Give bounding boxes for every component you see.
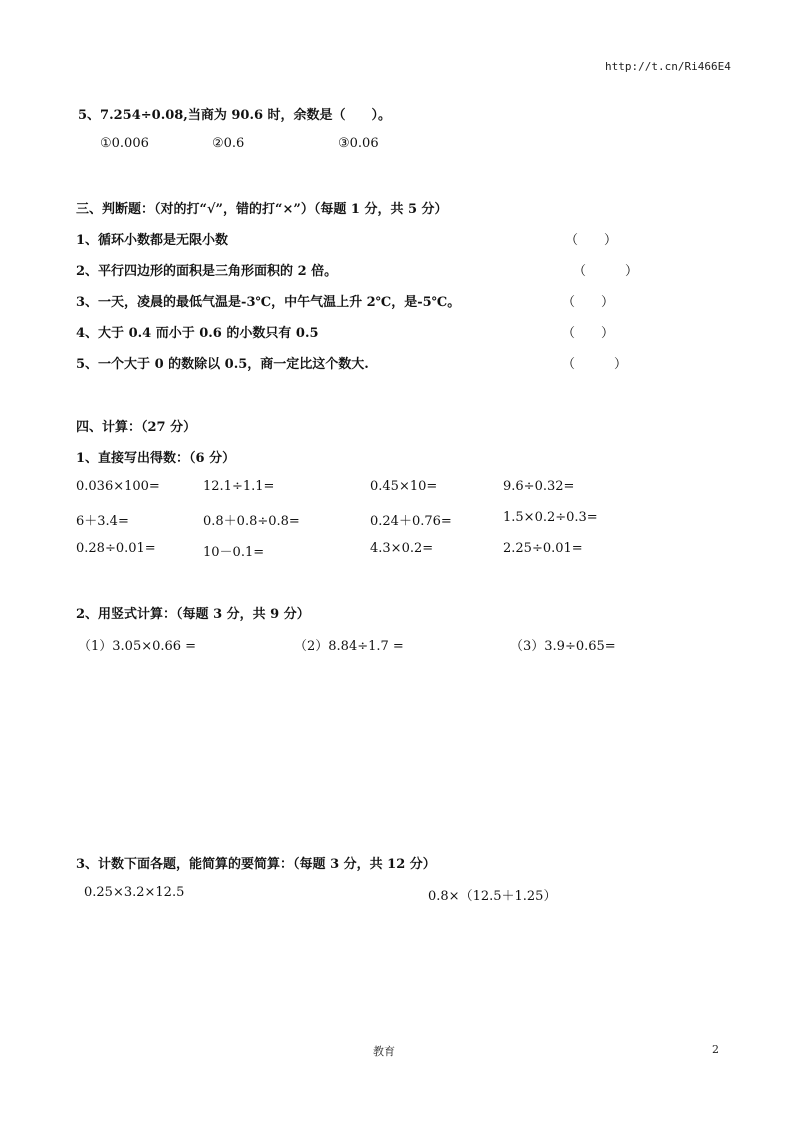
- judgment-bracket-1: （ ）: [565, 233, 618, 248]
- judgment-item-5: 5、一个大于 0 的数除以 0.5，商一定比这个数大.: [76, 357, 369, 372]
- section3-title: 三、判断题：（对的打“√”，错的打“×”）（每题 1 分，共 5 分）: [76, 202, 448, 217]
- simplify-item-1: 0.25×3.2×12.5: [84, 885, 185, 900]
- calc-cell: 10－0.1=: [203, 545, 265, 560]
- simplify-item-2: 0.8×（12.5＋1.25）: [428, 889, 557, 904]
- page-number: 2: [712, 1043, 719, 1056]
- calc-cell: 1.5×0.2÷0.3=: [503, 510, 598, 525]
- question-5-text: 5、7.254÷0.08,当商为 90.6 时，余数是（ ）。: [78, 108, 392, 123]
- vertical-calc-item-2: （2）8.84÷1.7 =: [294, 639, 404, 654]
- part2-title: 2、用竖式计算：（每题 3 分，共 9 分）: [76, 607, 310, 622]
- q5-option-1: ①0.006: [100, 136, 149, 151]
- judgment-item-2: 2、平行四边形的面积是三角形面积的 2 倍。: [76, 264, 338, 279]
- vertical-calc-item-1: （1）3.05×0.66 =: [78, 639, 197, 654]
- section4-title: 四、计算：（27 分）: [76, 420, 197, 435]
- calc-cell: 0.24＋0.76=: [370, 514, 452, 529]
- part1-title: 1、直接写出得数：（6 分）: [76, 451, 236, 466]
- judgment-bracket-2: （ ）: [573, 264, 639, 279]
- q5-option-2: ②0.6: [212, 136, 245, 151]
- judgment-item-4: 4、大于 0.4 而小于 0.6 的小数只有 0.5: [76, 326, 319, 341]
- judgment-bracket-4: （ ）: [562, 326, 615, 341]
- vertical-calc-item-3: （3）3.9÷0.65=: [510, 639, 616, 654]
- calc-cell: 12.1÷1.1=: [203, 479, 275, 494]
- calc-cell: 0.45×10=: [370, 479, 438, 494]
- calc-cell: 0.28÷0.01=: [76, 541, 156, 556]
- calc-cell: 9.6÷0.32=: [503, 479, 575, 494]
- part3-title: 3、计数下面各题，能简算的要简算：（每题 3 分，共 12 分）: [76, 857, 436, 872]
- judgment-item-3: 3、一天，凌晨的最低气温是-3℃，中午气温上升 2℃，是-5℃。: [76, 295, 461, 310]
- judgment-bracket-3: （ ）: [562, 295, 615, 310]
- footer-label: 教育: [373, 1045, 395, 1058]
- calc-cell: 0.8＋0.8÷0.8=: [203, 514, 300, 529]
- header-url: http://t.cn/Ri466E4: [605, 60, 731, 73]
- judgment-item-1: 1、循环小数都是无限小数: [76, 233, 229, 248]
- calc-cell: 2.25÷0.01=: [503, 541, 583, 556]
- calc-cell: 4.3×0.2=: [370, 541, 434, 556]
- judgment-bracket-5: （ ）: [562, 357, 628, 372]
- calc-cell: 0.036×100=: [76, 479, 160, 494]
- calc-cell: 6＋3.4=: [76, 514, 129, 529]
- q5-option-3: ③0.06: [338, 136, 379, 151]
